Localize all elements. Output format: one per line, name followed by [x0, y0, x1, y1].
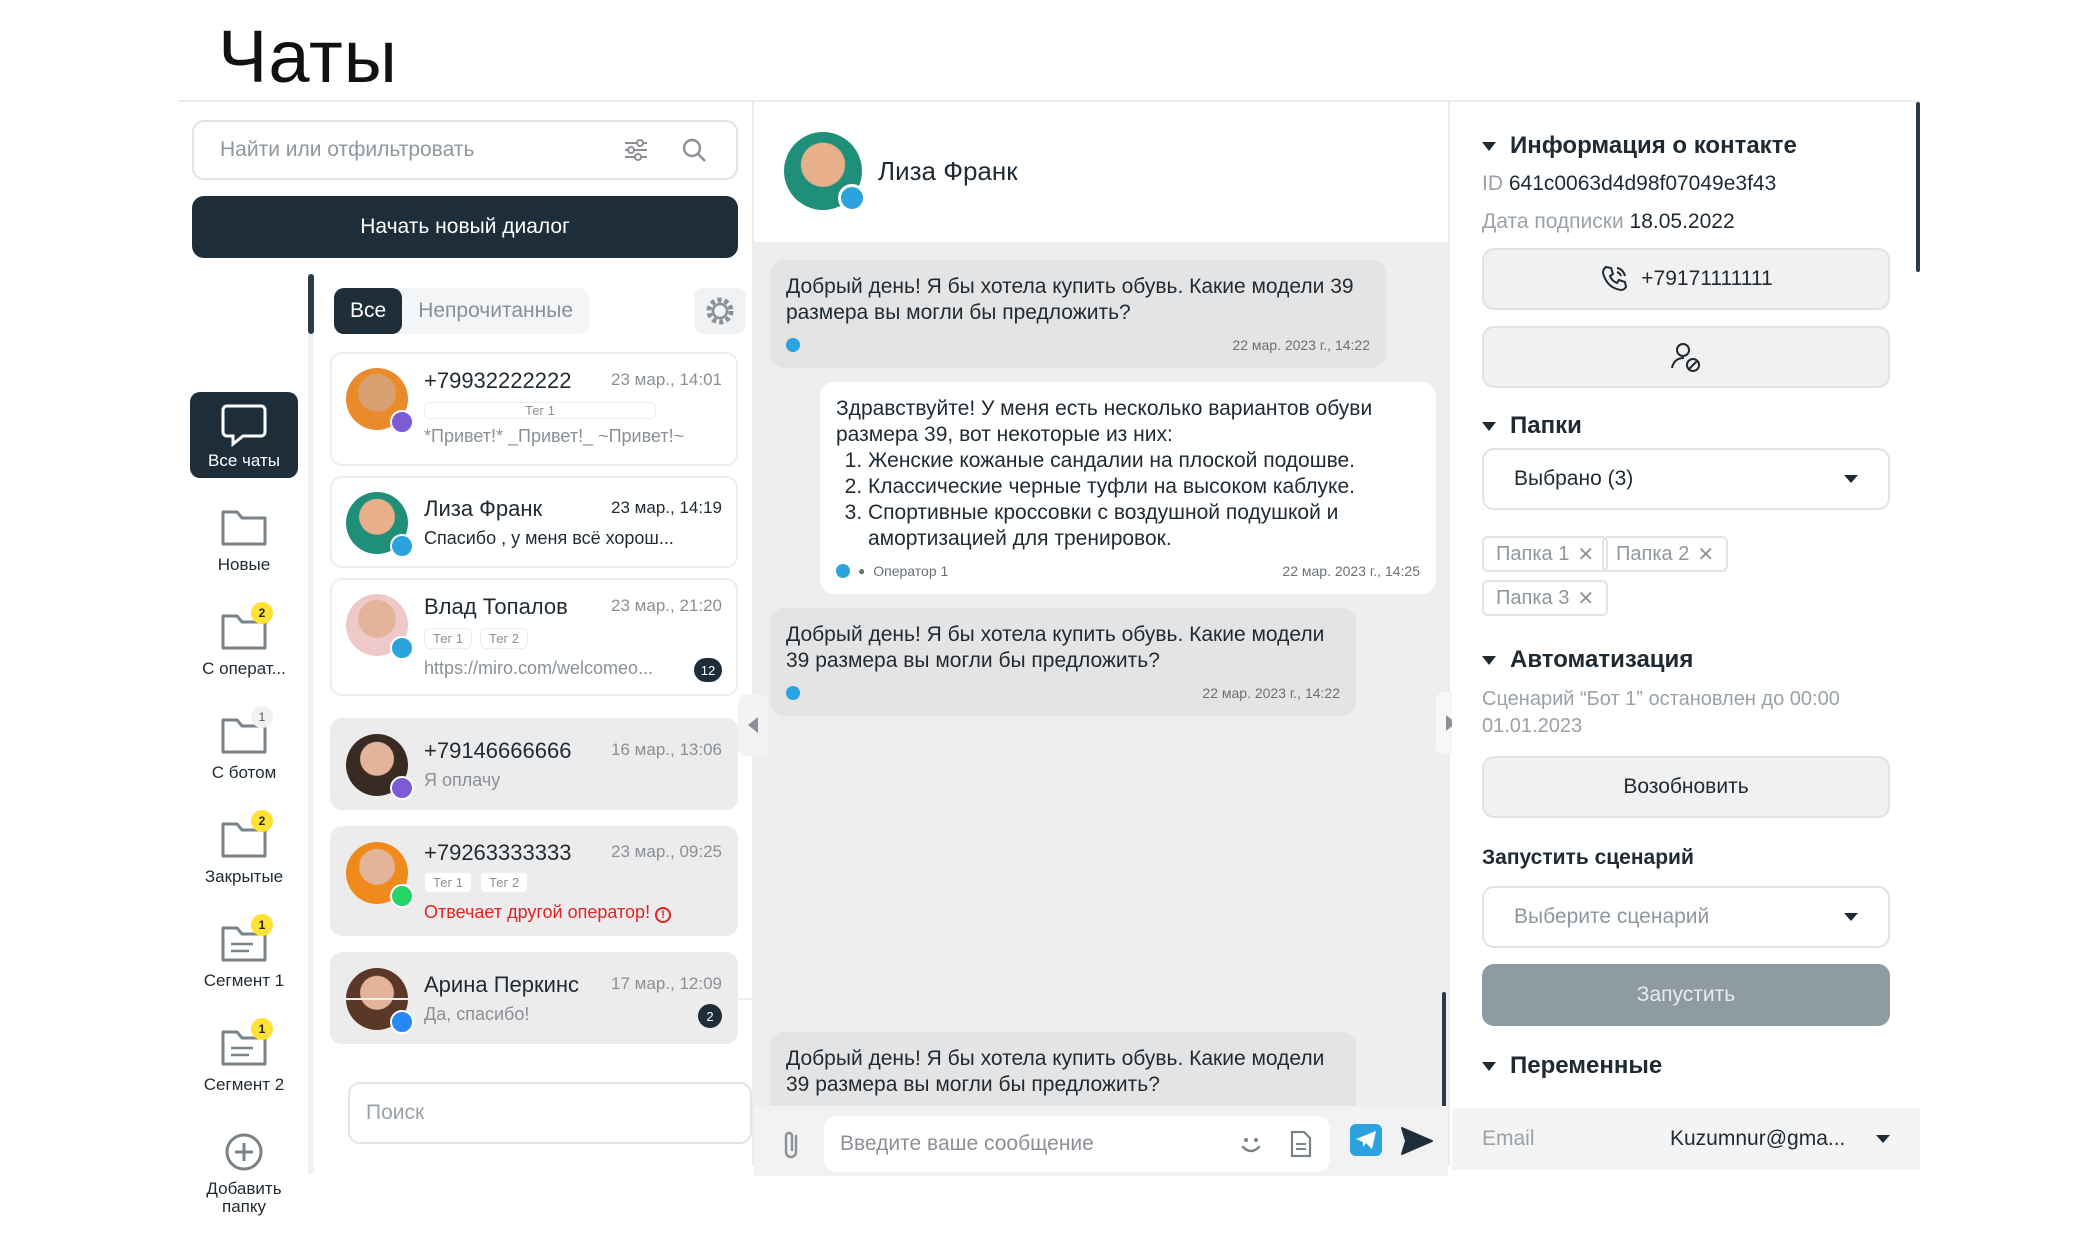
telegram-channel-selector[interactable] — [1350, 1124, 1382, 1156]
collapse-left-button[interactable] — [738, 694, 768, 756]
phone-number: +79171111111 — [1641, 267, 1773, 290]
folder-badge: 1 — [251, 914, 273, 936]
telegram-icon — [786, 338, 800, 352]
send-icon[interactable] — [1400, 1126, 1434, 1156]
incoming-message — [770, 260, 1386, 368]
close-icon[interactable]: ✕ — [1697, 543, 1715, 566]
plus-circle-icon — [217, 1128, 271, 1176]
message-text: Добрый день! Я бы хотела купить обувь. Какие модели 39 размера вы могли бы предложить? — [786, 1047, 1325, 1096]
folder-chip[interactable] — [1482, 536, 1608, 572]
id-label: ID — [1482, 172, 1503, 195]
chat-card[interactable] — [330, 826, 738, 936]
folder-with-bot[interactable] — [190, 704, 298, 790]
id-value: 641c0063d4d98f07049e3f43 — [1508, 172, 1777, 195]
folder-icon — [217, 504, 271, 552]
template-icon[interactable] — [1288, 1129, 1314, 1159]
folder-label: Сегмент 2 — [203, 1075, 285, 1094]
page-title: Чаты — [218, 15, 398, 98]
chat-preview: https://miro.com/welcomeo... — [424, 658, 654, 678]
chat-time: 17 мар., 12:09 — [611, 974, 722, 993]
add-folder-button[interactable] — [190, 1120, 298, 1216]
viber-icon — [390, 410, 414, 434]
folder-label: Добавить папку — [206, 1179, 282, 1216]
contact-id-line — [1482, 172, 1776, 196]
dropdown-icon[interactable] — [1876, 1135, 1890, 1143]
chat-time: 23 мар., 14:01 — [611, 370, 722, 389]
chat-time: 23 мар., 14:19 — [611, 498, 722, 517]
section-title: Автоматизация — [1510, 646, 1694, 673]
conversation-panel — [752, 102, 1450, 1166]
avatar — [346, 492, 408, 554]
resume-button[interactable]: Возобновить — [1482, 756, 1890, 818]
message-time: 22 мар. 2023 г., 14:22 — [1202, 685, 1340, 701]
emoji-icon[interactable] — [1236, 1129, 1266, 1159]
chat-name: Лиза Франк — [424, 496, 543, 521]
tab-all[interactable]: Все — [334, 288, 402, 334]
list-item: 2. Классические черные туфли на высоком каблуке. — [868, 474, 1420, 500]
message-text: Добрый день! Я бы хотела купить обувь. Какие модели 39 размера вы могли бы предложить? — [786, 623, 1325, 672]
folder-closed[interactable] — [190, 808, 298, 894]
telegram-icon — [838, 184, 866, 212]
chat-card[interactable] — [330, 578, 738, 696]
section-contact-info[interactable] — [1482, 132, 1797, 160]
operator-name: Оператор 1 — [873, 563, 949, 579]
section-title: Информация о контакте — [1510, 132, 1797, 159]
telegram-icon — [390, 534, 414, 558]
subscription-line — [1482, 210, 1735, 234]
composer — [754, 1106, 1448, 1176]
chat-preview: Спасибо , у меня всё хорош... — [424, 528, 674, 548]
tag-chip: Тег 1 — [424, 872, 472, 893]
close-icon[interactable]: ✕ — [1577, 587, 1595, 610]
caret-down-icon — [1482, 142, 1496, 151]
variable-row[interactable] — [1452, 1108, 1920, 1170]
section-title: Переменные — [1510, 1052, 1663, 1079]
divider — [334, 998, 752, 1000]
folder-segment-1[interactable] — [190, 912, 298, 998]
search-box — [192, 120, 738, 180]
assign-operator-button[interactable] — [1482, 326, 1890, 388]
folder-label: С ботом — [211, 763, 277, 782]
chat-time: 23 мар., 09:25 — [611, 842, 722, 861]
vk-icon — [390, 1010, 414, 1034]
subscription-label: Дата подписки — [1482, 210, 1624, 233]
operator-icon: ● — [858, 564, 866, 578]
dropdown-icon — [1844, 913, 1858, 921]
chat-preview: Да, спасибо! — [424, 1004, 530, 1024]
select-value: Выбрано (3) — [1514, 467, 1634, 490]
select-placeholder: Выберите сценарий — [1514, 905, 1710, 928]
filter-icon[interactable] — [620, 134, 652, 166]
chip-label: Папка 3 — [1496, 586, 1570, 609]
subscription-value: 18.05.2022 — [1629, 210, 1735, 233]
folder-label: С операт... — [202, 659, 286, 678]
chat-name: Арина Перкинс — [424, 972, 580, 997]
list-item: 3. Спортивные кроссовки с воздушной подушкой и амортизацией для тренировок. — [868, 500, 1420, 552]
folder-badge: 2 — [251, 602, 273, 624]
folder-badge: 1 — [251, 1018, 273, 1040]
tag-chip: Тег 1 — [424, 628, 472, 649]
message-area[interactable] — [754, 242, 1448, 1106]
run-scenario-label: Запустить сценарий — [1482, 846, 1694, 869]
unread-count: 12 — [694, 658, 722, 682]
user-settings-icon — [1669, 340, 1703, 374]
call-phone-button[interactable] — [1482, 248, 1890, 310]
warning-icon: ! — [655, 907, 671, 923]
folders-rail — [178, 274, 308, 1216]
chat-preview: *Привет!* _Привет!_ ~Привет!~ — [424, 426, 685, 446]
message-text: Добрый день! Я бы хотела купить обувь. Какие модели 39 размера вы могли бы предложить? — [786, 275, 1354, 324]
chat-name: Влад Топалов — [424, 594, 568, 619]
avatar — [346, 734, 408, 796]
chevron-left-icon — [746, 716, 760, 734]
chat-name: +79146666666 — [424, 738, 572, 763]
tag-chip: Тег 2 — [480, 872, 528, 893]
contact-info-panel — [1452, 102, 1920, 1166]
bottom-search-input[interactable] — [366, 1101, 734, 1125]
message-time: 22 мар. 2023 г., 14:25 — [1282, 563, 1420, 579]
message-text: Здравствуйте! У меня есть несколько вариантов обуви размера 39, вот некоторые из них: — [836, 397, 1373, 446]
attach-icon[interactable] — [778, 1128, 806, 1162]
run-button[interactable]: Запустить — [1482, 964, 1890, 1026]
chat-list — [322, 274, 752, 1174]
telegram-icon — [836, 564, 850, 578]
rail-scrollbar[interactable] — [308, 274, 314, 1174]
chat-name: +79932222222 — [424, 368, 572, 393]
folder-label: Закрытые — [204, 867, 284, 886]
left-panel — [178, 102, 752, 1216]
automation-status: Сценарий “Бот 1” остановлен до 00:00 01.01.2023 — [1482, 688, 1840, 737]
variable-key: Email — [1482, 1127, 1535, 1150]
viber-icon — [390, 776, 414, 800]
telegram-icon — [1355, 1130, 1377, 1150]
close-icon[interactable]: ✕ — [1577, 543, 1595, 566]
folder-label: Сегмент 1 — [203, 971, 285, 990]
folder-all-chats[interactable] — [190, 392, 298, 478]
folder-label: Новые — [217, 555, 271, 574]
chat-card[interactable] — [330, 476, 738, 568]
avatar — [346, 368, 408, 430]
chat-card[interactable] — [330, 352, 738, 466]
message-input[interactable] — [840, 1132, 1226, 1156]
folder-badge: 1 — [251, 706, 273, 728]
tag-chip: Тег 2 — [480, 628, 528, 649]
tab-unread[interactable]: Непрочитанные — [418, 299, 574, 322]
chat-header — [754, 102, 1448, 242]
scenario-select[interactable] — [1482, 886, 1890, 948]
folder-with-operator[interactable] — [190, 600, 298, 686]
folder-segment-2[interactable] — [190, 1016, 298, 1102]
message-list — [868, 448, 1420, 552]
contact-avatar[interactable] — [784, 132, 862, 210]
search-input[interactable] — [220, 138, 594, 162]
telegram-icon — [390, 636, 414, 660]
section-automation[interactable] — [1482, 646, 1693, 674]
list-item: 1. Женские кожаные сандалии на плоской подошве. — [868, 448, 1420, 474]
search-icon[interactable] — [678, 134, 710, 166]
chat-time: 16 мар., 13:06 — [611, 740, 722, 759]
chip-label: Папка 2 — [1616, 542, 1690, 565]
caret-down-icon — [1482, 422, 1496, 431]
caret-down-icon — [1482, 656, 1496, 665]
chip-label: Папка 1 — [1496, 542, 1570, 565]
dropdown-icon — [1844, 475, 1858, 483]
folder-badge: 2 — [251, 810, 273, 832]
folders-select[interactable] — [1482, 448, 1890, 510]
section-folders[interactable] — [1482, 412, 1582, 440]
chat-name: +79263333333 — [424, 840, 572, 865]
outgoing-message — [820, 382, 1436, 594]
bottom-search-box — [348, 1082, 752, 1144]
caret-down-icon — [1482, 1062, 1496, 1071]
chat-preview — [424, 902, 724, 923]
chat-app — [178, 100, 1920, 1216]
info-scrollbar[interactable] — [1916, 102, 1920, 272]
folder-new[interactable] — [190, 496, 298, 582]
contact-name: Лиза Франк — [878, 156, 1018, 186]
avatar — [346, 842, 408, 904]
folder-chip[interactable] — [1482, 580, 1608, 616]
message-field — [824, 1116, 1330, 1172]
whatsapp-icon — [390, 884, 414, 908]
incoming-message — [770, 608, 1356, 716]
chat-card[interactable] — [330, 718, 738, 810]
filter-tabs — [334, 288, 589, 334]
variable-value: Kuzumnur@gma... — [1670, 1127, 1846, 1150]
tag-chip: Тег 1 — [424, 402, 656, 419]
unread-count: 2 — [698, 1004, 722, 1028]
chat-time: 23 мар., 21:20 — [611, 596, 722, 615]
avatar — [346, 594, 408, 656]
phone-icon — [1599, 264, 1629, 294]
telegram-icon — [786, 686, 800, 700]
chat-preview: Я оплачу — [424, 770, 501, 790]
message-time: 22 мар. 2023 г., 14:22 — [1232, 337, 1370, 353]
chat-bubble-icon — [217, 400, 271, 448]
folder-chip[interactable] — [1602, 536, 1728, 572]
folder-label: Все чаты — [208, 451, 280, 470]
section-title: Папки — [1510, 412, 1582, 439]
new-dialog-button[interactable]: Начать новый диалог — [192, 196, 738, 258]
operator-warning-text: Отвечает другой оператор! — [424, 902, 651, 922]
gear-icon — [703, 294, 737, 328]
list-settings-button[interactable] — [694, 288, 746, 334]
section-variables[interactable] — [1482, 1052, 1662, 1080]
